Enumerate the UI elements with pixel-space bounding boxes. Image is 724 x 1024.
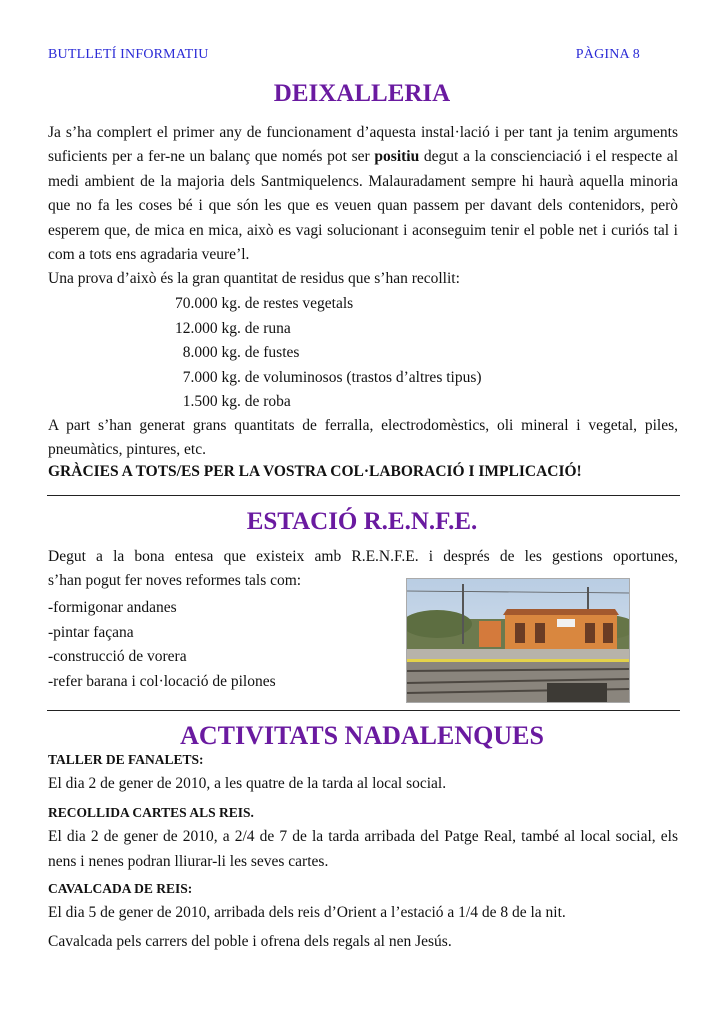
- deixalleria-title: DEIXALLERIA: [273, 80, 451, 107]
- residus-intro: Una prova d’això és la gran quantitat de residus que s’han recollit:: [48, 270, 460, 287]
- section-text: El dia 2 de gener de 2010, a 2/4 de 7 de la tarda arribada del Patge Real, també al local social, els nens i nenes podran lliurar-li les seves cartes.: [48, 828, 678, 870]
- closing-text: Cavalcada pels carrers del poble i ofrena dels regals al nen Jesús.: [48, 933, 452, 950]
- section-text: El dia 5 de gener de 2010, arribada dels reis d’Orient a l’estació a 1/4 de 8 de la nit.: [48, 904, 566, 921]
- deixalleria-text-b: degut a la conscienciació i el respecte al medi ambient de la majoria dels Santmiquelencs. Malauradament sempre hi haurà aquella minoria que no fa les coses bé i que són les que es veuen quan passem per davant dels contenidors, però esperem que, de mica en mica, això es vagi solucionant i aconseguim tenir el poble net i curiós tal i com a tots ens agradaria veure’l.: [48, 148, 678, 264]
- page-header: [48, 47, 640, 63]
- deixalleria-paragraph: [48, 121, 678, 267]
- renfe-title: ESTACIÓ R.E.N.F.E.: [246, 508, 478, 535]
- section-heading: RECOLLIDA CARTES ALS REIS.: [48, 805, 254, 820]
- list-item: 1.500 kg. de roba: [175, 393, 291, 410]
- residus-list: [175, 292, 482, 415]
- thanks-line: GRÀCIES A TOTS/ES PER LA VOSTRA COL·LABORACIÓ I IMPLICACIÓ!: [48, 463, 582, 480]
- section-text: El dia 2 de gener de 2010, a les quatre de la tarda al local social.: [48, 775, 447, 792]
- renfe-intro-line: Degut a la bona entesa que existeix amb R.E.N.F.E. i després de les gestions oportunes,: [48, 548, 678, 565]
- station-photo-image: [407, 579, 629, 702]
- deixalleria-text-a: Ja s’ha complert el primer any de funcionament d’aquesta instal·lació i per tant ja tenim arguments suficients per a fer-ne un balanç que només pot ser: [48, 124, 678, 166]
- residus-extra: A part s’han generat grans quantitats de ferralla, electrodomèstics, oli mineral i vegetal, piles, pneumàtics, pintures, etc.: [48, 417, 678, 459]
- list-item: 7.000 kg. de voluminosos (trastos d’altres tipus): [175, 368, 482, 386]
- bulletin-name: BUTLLETÍ INFORMATIU: [48, 47, 209, 62]
- list-item: 70.000 kg. de restes vegetals: [175, 295, 354, 312]
- positiu-emphasis: positiu: [374, 148, 420, 166]
- page-number: PÀGINA 8: [575, 47, 640, 62]
- list-item: 8.000 kg. de fustes: [175, 344, 300, 361]
- section-divider: [47, 710, 680, 711]
- list-item: -refer barana i col·locació de pilones: [48, 672, 276, 690]
- section-heading: CAVALCADA DE REIS:: [48, 881, 193, 896]
- list-item: -pintar façana: [48, 623, 134, 641]
- section-heading: TALLER DE FANALETS:: [48, 752, 204, 767]
- list-item: -formigonar andanes: [48, 599, 177, 616]
- section-divider: [47, 495, 680, 496]
- renfe-intro-line: s’han pogut fer noves reformes tals com:: [48, 572, 302, 590]
- renfe-reforms-list: [48, 596, 276, 694]
- list-item: 12.000 kg. de runa: [175, 319, 291, 337]
- list-item: -construcció de vorera: [48, 648, 187, 665]
- station-photo: [406, 578, 630, 703]
- nadal-title: ACTIVITATS NADALENQUES: [180, 721, 544, 750]
